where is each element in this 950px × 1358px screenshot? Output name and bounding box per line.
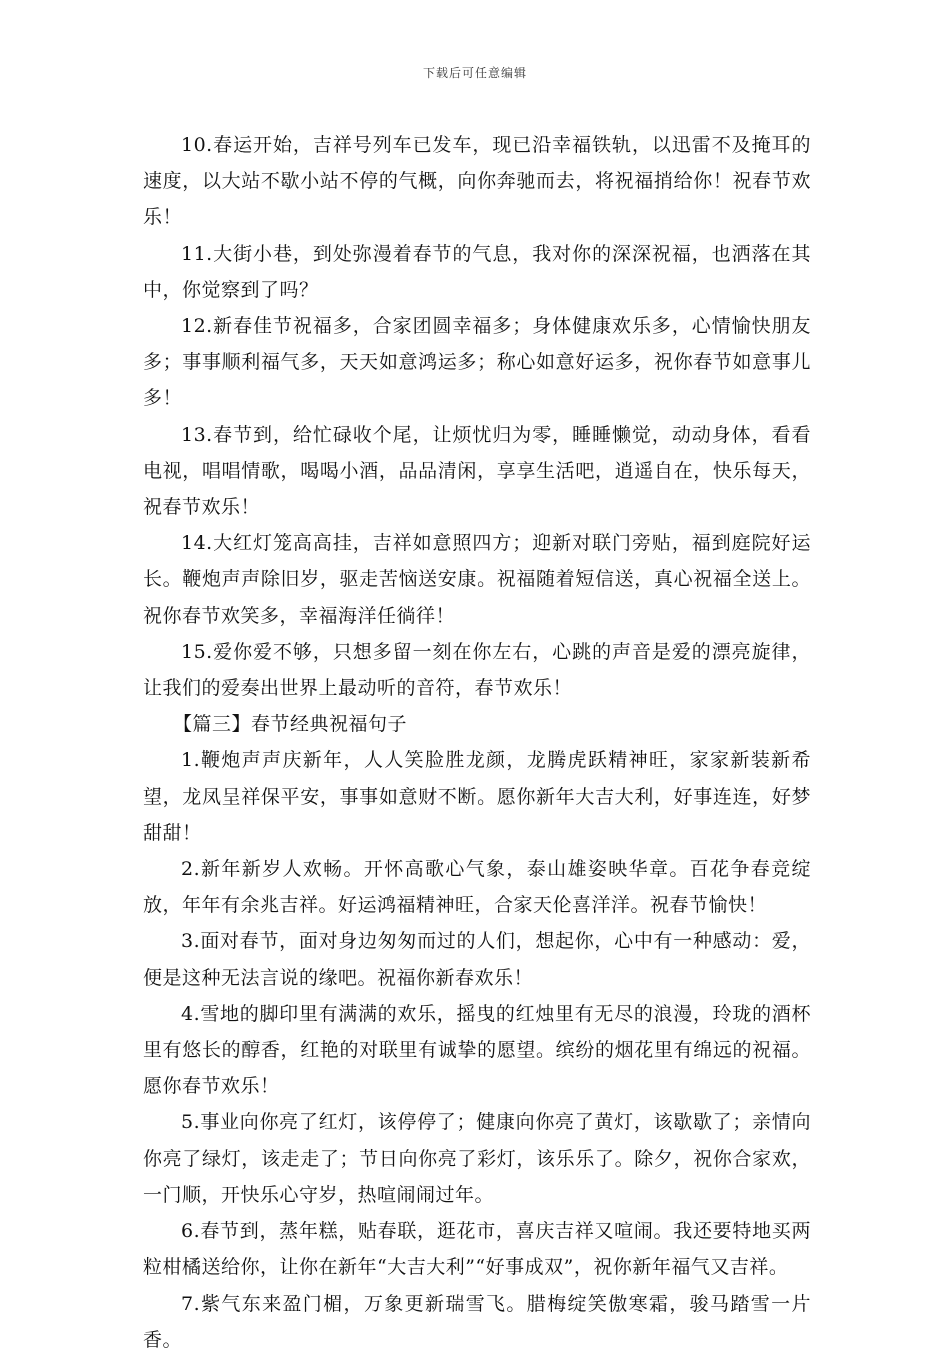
greeting-paragraph: 13.春节到，给忙碌收个尾，让烦忧归为零，睡睡懒觉，动动身体，看看电视，唱唱情歌，喝喝小酒，品品清闲，享享生活吧，逍遥自在，快乐每天，祝春节欢乐！ xyxy=(143,423,811,519)
page-header-note: 下载后可任意编辑 xyxy=(422,66,527,80)
greeting-paragraph: 1.鞭炮声声庆新年，人人笑脸胜龙颜，龙腾虎跃精神旺，家家新装新希望，龙凤呈祥保平安，事事如意财不断。愿你新年大吉大利，好事连连，好梦甜甜！ xyxy=(143,749,811,844)
greeting-paragraph: 5.事业向你亮了红灯，该停停了；健康向你亮了黄灯，该歇歇了；亲情向你亮了绿灯，该走走了；节日向你亮了彩灯，该乐乐了。除夕，祝你合家欢，一门顺，开快乐心守岁，热喧闹闹过年。 xyxy=(143,1111,811,1206)
greeting-paragraph: 12.新春佳节祝福多，合家团圆幸福多；身体健康欢乐多，心情愉快朋友多；事事顺利福气多，天天如意鸿运多；称心如意好运多，祝你春节如意事儿多！ xyxy=(143,315,811,410)
greeting-paragraph: 7.紫气东来盈门楣，万象更新瑞雪飞。腊梅绽笑傲寒霜，骏马踏雪一片香。 xyxy=(143,1292,811,1351)
greeting-paragraph: 4.雪地的脚印里有满满的欢乐，摇曳的红烛里有无尽的浪漫，玲珑的酒杯里有悠长的醇香，红艳的对联里有诚挚的愿望。缤纷的烟花里有绵远的祝福。愿你春节欢乐！ xyxy=(143,1002,811,1098)
greeting-paragraph: 15.爱你爱不够，只想多留一刻在你左右，心跳的声音是爱的漂亮旋律，让我们的爱奏出世界上最动听的音符，春节欢乐！ xyxy=(143,640,811,700)
section-heading: 【篇三】春节经典祝福句子 xyxy=(173,713,408,736)
greeting-paragraph: 6.春节到，蒸年糕，贴春联，逛花市，喜庆吉祥又喧闹。我还要特地买两粒柑橘送给你，让你在新年“大吉大利”“好事成双”，祝你新年福气又吉祥。 xyxy=(143,1220,811,1279)
greeting-paragraph: 11.大街小巷，到处弥漫着春节的气息，我对你的深深祝福，也洒落在其中，你觉察到了吗？ xyxy=(143,242,811,301)
greeting-paragraph: 2.新年新岁人欢畅。开怀高歌心气象，泰山雄姿映华章。百花争春竞绽放，年年有余兆吉祥。好运鸿福精神旺，合家天伦喜洋洋。祝春节愉快！ xyxy=(143,858,811,917)
document-body xyxy=(143,127,811,1358)
greeting-paragraph: 14.大红灯笼高高挂，吉祥如意照四方；迎新对联门旁贴，福到庭院好运长。鞭炮声声除旧岁，驱走苦恼送安康。祝福随着短信送，真心祝福全送上。祝你春节欢笑多，幸福海洋任徜徉！ xyxy=(143,532,811,627)
greeting-paragraph: 3.面对春节，面对身边匆匆而过的人们，想起你，心中有一种感动：爱，便是这种无法言说的缘吧。祝福你新春欢乐！ xyxy=(143,930,811,989)
greeting-paragraph: 10.春运开始，吉祥号列车已发车，现已沿幸福铁轨，以迅雷不及掩耳的速度，以大站不歇小站不停的气概，向你奔驰而去，将祝福捎给你！祝春节欢乐！ xyxy=(143,134,811,229)
